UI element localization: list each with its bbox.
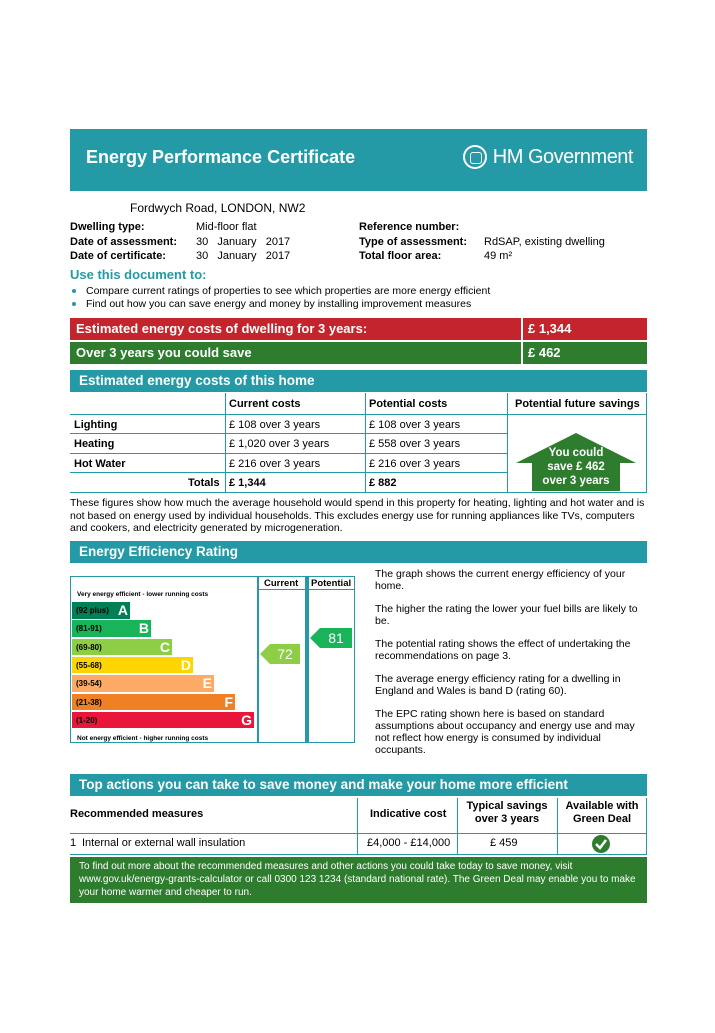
current-rating-arrow <box>260 644 304 664</box>
page-title: Energy Performance Certificate <box>86 147 356 167</box>
eer-text-2: The higher the rating the lower your fuel bills are likely to be. <box>375 603 638 627</box>
header-indicative-cost: Indicative cost <box>370 808 447 820</box>
estimated-cost-label: Estimated energy costs of dwelling for 3 years: <box>76 321 368 336</box>
reference-label: Reference number: <box>359 221 460 233</box>
header-banner <box>70 129 647 191</box>
list-item: Find out how you can save energy and money by installing improvement measures <box>70 298 647 311</box>
footer-note: To find out more about the recommended measures and other actions you could take today to save money, visit www.gov.uk/energy-grants-calculator or call 0300 123 1234 (standard national rate). The Green Deal may enable you to make your home warmer and cheaper to run. <box>70 857 647 903</box>
eer-text-1: The graph shows the current energy efficiency of your home. <box>375 568 626 592</box>
band-code: (55-68) <box>76 660 102 670</box>
section-actions-title: Top actions you can take to save money and make your home more efficient <box>70 774 647 796</box>
savings-value: £ 462 <box>521 342 647 364</box>
floor-area-value: 49 m² <box>484 250 513 262</box>
row-label: Hot Water <box>74 458 126 470</box>
check-icon <box>592 835 610 853</box>
epc-page <box>70 129 647 898</box>
dwelling-type-label: Dwelling type: <box>70 221 145 233</box>
certificate-date-value: 30 January 2017 <box>196 250 291 262</box>
eer-explanation <box>375 568 647 767</box>
band-letter: F <box>224 693 233 710</box>
rating-band-b <box>72 620 151 637</box>
costs-note: These figures show how much the average household would spend in this property for heating, lighting and hot water and is not based on energy used by individual households. This excludes energy use for running appliances like TVs, computers and cookers, and electricity generated by microgeneration. <box>70 497 645 534</box>
potential-rating-arrow <box>310 628 354 648</box>
property-address: Fordwych Road, LONDON, NW2 <box>130 201 306 215</box>
savings-label: Over 3 years you could save <box>76 345 252 360</box>
header-typical-savings: Typical savings over 3 years <box>466 800 548 825</box>
row-current: £ 216 over 3 years <box>229 458 321 470</box>
list-item: Compare current ratings of properties to see which properties are more energy efficient <box>70 285 647 298</box>
section-costs-title: Estimated energy costs of this home <box>70 370 647 392</box>
totals-current: £ 1,344 <box>229 477 266 489</box>
row-potential: £ 108 over 3 years <box>369 419 461 431</box>
savings-arrow <box>516 433 636 491</box>
row-savings: £ 459 <box>490 837 518 849</box>
totals-label: Totals <box>188 477 220 489</box>
row-number: 1 <box>70 837 77 849</box>
rating-band-g <box>72 712 254 729</box>
band-code: (1-20) <box>76 715 98 725</box>
current-rating-value: 72 <box>277 646 293 662</box>
eer-text-5: The EPC rating shown here is based on standard assumptions about occupancy and energy use and may not reflect how energy is consumed by individual occupants. <box>375 708 635 756</box>
savings-arrow-line1: You could <box>548 447 604 459</box>
rating-band-c <box>72 639 172 656</box>
dwelling-type-value: Mid-floor flat <box>196 221 257 233</box>
header-green-deal: Available with Green Deal <box>565 800 639 825</box>
band-code: (81-91) <box>76 624 102 634</box>
col-current-label: Current <box>264 578 299 589</box>
row-measure: Internal or external wall insulation <box>82 837 246 849</box>
row-label: Lighting <box>74 419 118 431</box>
rating-band-f <box>72 694 235 711</box>
assessment-type-label: Type of assessment: <box>359 235 468 248</box>
row-current: £ 108 over 3 years <box>229 419 321 431</box>
band-code: (39-54) <box>76 679 102 689</box>
estimated-cost-value: £ 1,344 <box>521 318 647 340</box>
assessment-date-label: Date of assessment: <box>70 235 177 248</box>
band-letter: G <box>241 711 252 728</box>
header-future-savings: Potential future savings <box>515 398 640 410</box>
savings-arrow-line2: save £ 462 <box>547 461 605 473</box>
certificate-date-label: Date of certificate: <box>70 250 166 262</box>
potential-rating-value: 81 <box>328 630 344 646</box>
band-code: (92 plus) <box>76 606 109 615</box>
crest-icon <box>463 145 487 169</box>
row-potential: £ 216 over 3 years <box>369 458 461 470</box>
row-potential: £ 558 over 3 years <box>369 438 461 450</box>
band-code: (21-38) <box>76 697 102 707</box>
row-label: Heating <box>74 438 115 450</box>
row-cost: £4,000 - £14,000 <box>367 837 451 849</box>
band-letter: D <box>180 656 191 673</box>
estimated-cost-bar <box>70 318 647 340</box>
assessment-type-value: RdSAP, existing dwelling <box>484 235 605 248</box>
row-current: £ 1,020 over 3 years <box>229 438 330 450</box>
header-potential-costs: Potential costs <box>369 398 448 410</box>
totals-potential: £ 882 <box>369 477 397 489</box>
rating-band-e <box>72 675 214 692</box>
band-letter: A <box>117 602 128 618</box>
band-letter: C <box>159 638 170 655</box>
header-measures: Recommended measures <box>70 808 204 820</box>
assessment-date-value: 30 January 2017 <box>196 235 291 248</box>
top-caption: Very energy efficient - lower running costs <box>77 591 209 598</box>
savings-bar <box>70 342 647 364</box>
col-potential-label: Potential <box>311 578 352 589</box>
eer-text-4: The average energy efficiency rating for a dwelling in England and Wales is band D (rating 60). <box>375 673 621 697</box>
rating-band-a <box>72 602 130 619</box>
rating-band-d <box>72 657 193 674</box>
actions-table <box>70 798 647 855</box>
savings-arrow-line3: over 3 years <box>542 475 610 487</box>
property-details <box>70 221 647 265</box>
gov-logo <box>463 145 633 169</box>
bottom-caption: Not energy efficient - higher running costs <box>77 735 209 742</box>
eer-text-3: The potential rating shows the effect of undertaking the recommendations on page 3. <box>375 638 631 662</box>
energy-rating-chart <box>70 569 370 749</box>
floor-area-label: Total floor area: <box>359 250 442 262</box>
use-document-title: Use this document to: <box>70 267 207 282</box>
band-code: (69-80) <box>76 642 102 652</box>
band-letter: B <box>138 620 149 637</box>
use-document-list <box>70 285 647 311</box>
header-current-costs: Current costs <box>229 398 301 410</box>
band-letter: E <box>202 675 212 692</box>
gov-logo-text: HM Government <box>492 145 633 168</box>
section-eer-title: Energy Efficiency Rating <box>70 541 647 563</box>
